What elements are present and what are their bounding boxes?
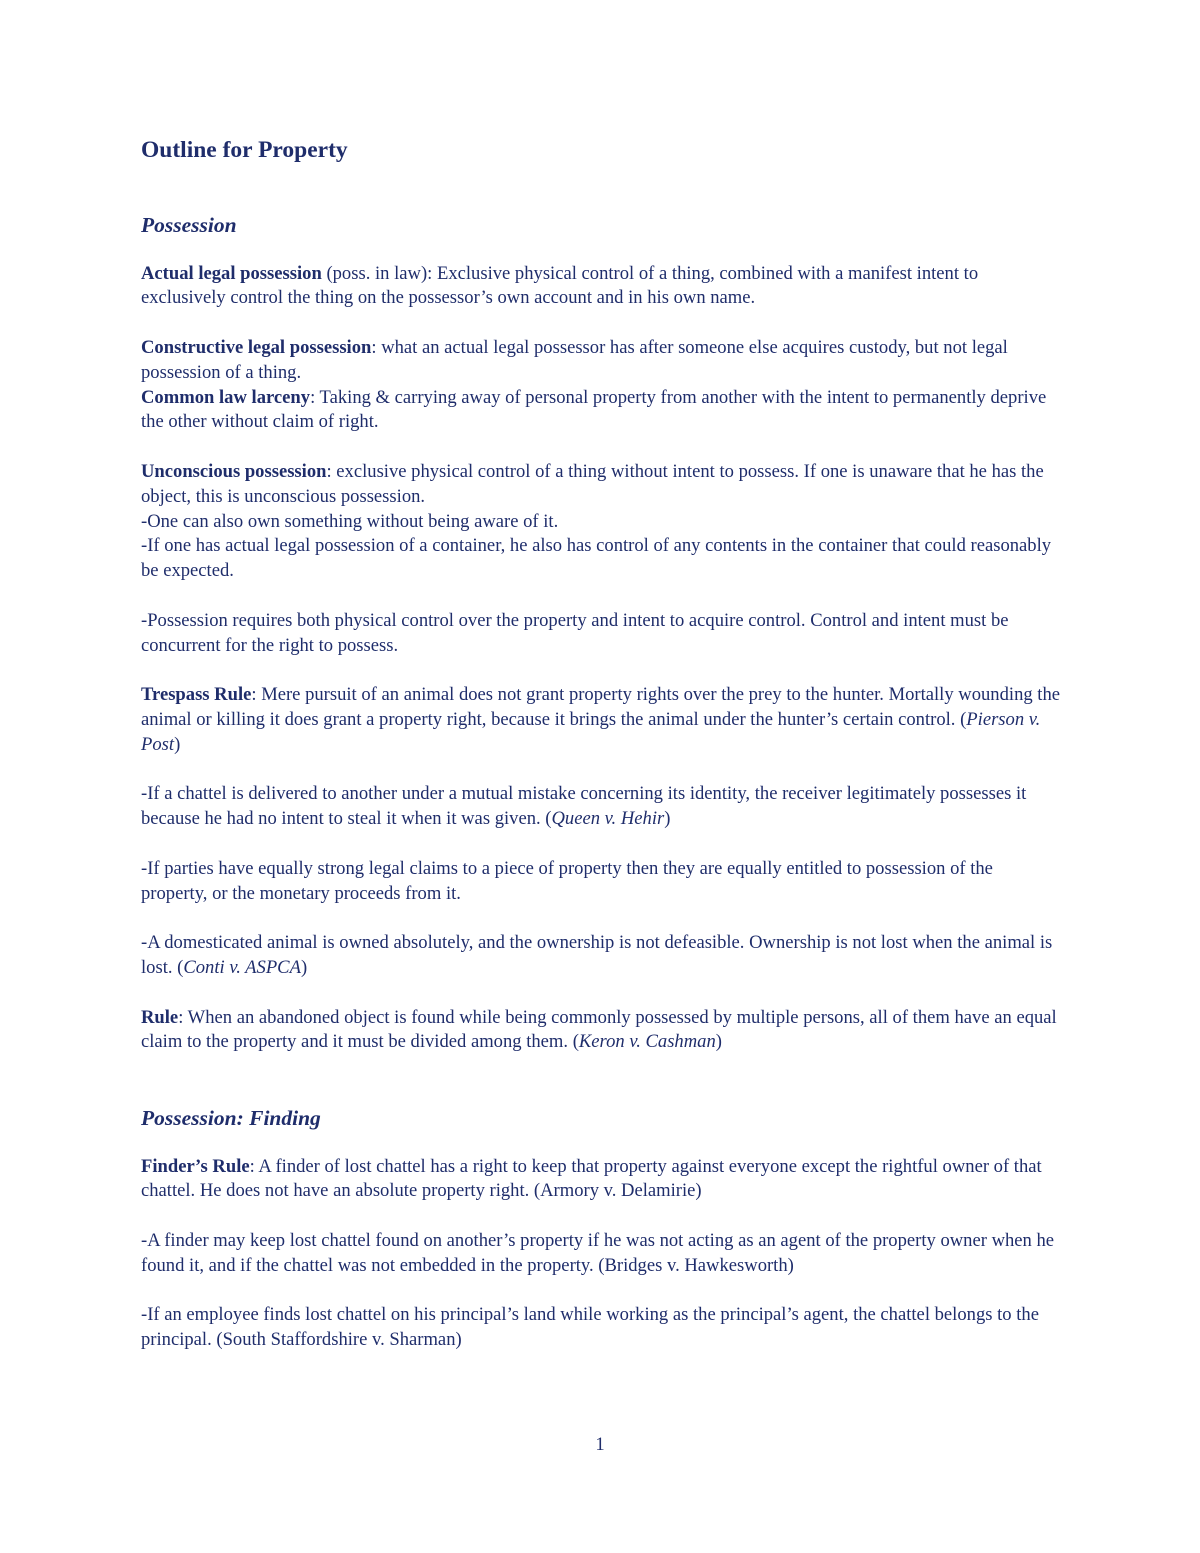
paragraph-common-law-larceny: Common law larceny: Taking & carrying away of personal property from another with the intent to permanently deprive the other without claim of right.: [141, 386, 1047, 433]
case-citation: Queen v. Hehir: [551, 808, 665, 830]
paragraph-unconscious-possession: Unconscious possession: exclusive physical control of a thing without intent to possess. If one is unaware that he has the object, this is unconscious possession.: [141, 460, 1044, 507]
term-rule: Rule: [141, 1006, 179, 1028]
paragraph-own-without-awareness: -One can also own something without being aware of it.: [141, 510, 559, 532]
paragraph-constructive-legal-possession: Constructive legal possession: what an actual legal possessor has after someone else acquires custody, but not legal possession of a thing.: [141, 336, 1008, 383]
page-number: 1: [595, 1434, 605, 1455]
term-actual-legal-possession: Actual legal possession: [141, 262, 322, 284]
paragraph-abandoned-object-rule: Rule: When an abandoned object is found while being commonly possessed by multiple persons, all of them have an equal claim to the property and it must be divided among them. (Keron v. Cashman): [141, 1006, 1057, 1053]
document-title: Outline for Property: [141, 137, 348, 163]
paragraph-finder-on-anothers-property: -A finder may keep lost chattel found on another’s property if he was not acting as an agent of the property owner when he found it, and if the chattel was not embedded in the property. (Bridges v. Hawkesworth): [141, 1230, 1055, 1276]
paragraph-actual-legal-possession: Actual legal possession (poss. in law): Exclusive physical control of a thing, combined with a manifest intent to exclusively control the thing on the possessor’s own account and in his own name.: [141, 262, 979, 309]
case-citation: Conti v. ASPCA: [183, 956, 301, 978]
term-unconscious-possession: Unconscious possession: [141, 460, 327, 482]
paragraph-mutual-mistake: -If a chattel is delivered to another under a mutual mistake concerning its identity, the receiver legitimately possesses it because he had no intent to steal it when it was given. (Queen v. Hehir): [141, 783, 1027, 830]
paragraph-container-contents: -If one has actual legal possession of a container, he also has control of any contents in the container that could reasonably be expected.: [141, 535, 1052, 582]
term-finders-rule: Finder’s Rule: [141, 1155, 250, 1177]
paragraph-control-and-intent: -Possession requires both physical control over the property and intent to acquire control. Control and intent must be concurrent for the right to possess.: [141, 609, 1009, 656]
case-citation: Keron v. Cashman: [578, 1031, 716, 1053]
paragraph-employee-finder: -If an employee finds lost chattel on his principal’s land while working as the principal’s agent, the chattel belongs to the principal. (South Staffordshire v. Sharman): [141, 1304, 1039, 1351]
term-common-law-larceny: Common law larceny: [141, 386, 311, 408]
paragraph-finders-rule: Finder’s Rule: A finder of lost chattel has a right to keep that property against everyone except the rightful owner of that chattel. He does not have an absolute property right. (Armory v. Delamirie): [141, 1155, 1042, 1202]
section-heading-possession-finding: Possession: Finding: [141, 1105, 321, 1130]
case-citation: Pierson v. Post: [141, 708, 1041, 755]
paragraph-equal-claims: -If parties have equally strong legal claims to a piece of property then they are equally entitled to possession of the property, or the monetary proceeds from it.: [141, 857, 993, 904]
paragraph-trespass-rule: Trespass Rule: Mere pursuit of an animal does not grant property rights over the prey to the hunter. Mortally wounding the animal or killing it does grant a property right, because it brings the animal under the hunter’s certain control. (Pierson v. Post): [141, 684, 1061, 755]
section-heading-possession: Possession: [141, 212, 237, 237]
page-content: [141, 138, 1061, 1353]
term-constructive-legal-possession: Constructive legal possession: [141, 336, 372, 358]
paragraph-domesticated-animal: -A domesticated animal is owned absolutely, and the ownership is not defeasible. Ownership is not lost when the animal is lost. (Conti v. ASPCA): [141, 932, 1053, 978]
term-trespass-rule: Trespass Rule: [141, 684, 252, 706]
